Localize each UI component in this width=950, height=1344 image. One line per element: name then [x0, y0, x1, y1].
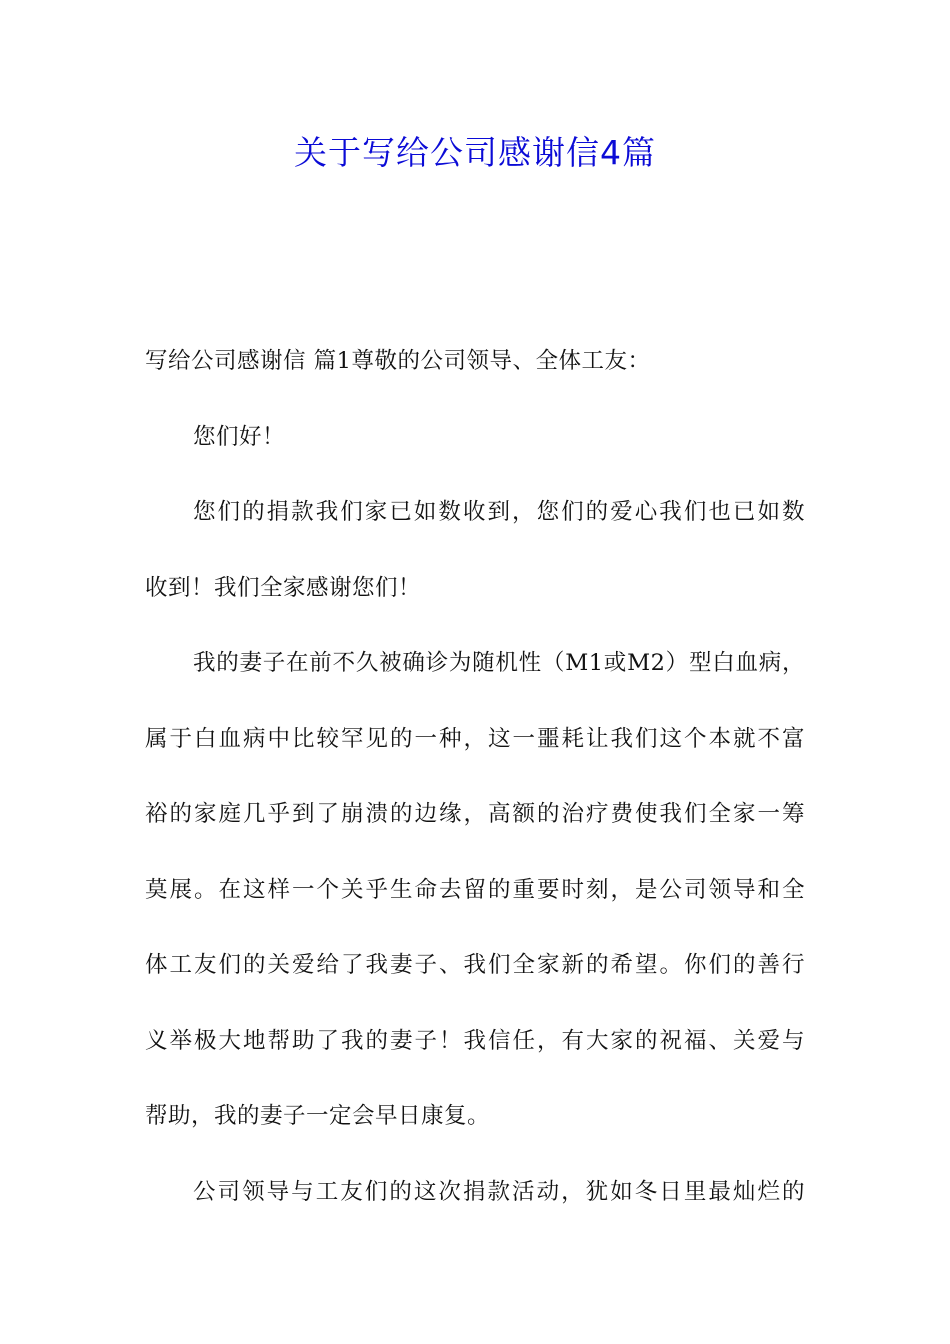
paragraph-line: 属于白血病中比较罕见的一种，这一噩耗让我们这个本就不富 — [145, 725, 805, 752]
paragraph-line: 裕的家庭几乎到了崩溃的边缘，高额的治疗费使我们全家一筹 — [145, 801, 805, 827]
paragraph-line: 公司领导与工友们的这次捐款活动，犹如冬日里最灿烂的 — [193, 1178, 805, 1205]
paragraph-line: 我的妻子在前不久被确诊为随机性（M1或M2）型白血病， — [193, 650, 805, 676]
paragraph-line: 帮助，我的妻子一定会早日康复。 — [145, 1103, 491, 1129]
paragraph-line: 您们的捐款我们家已如数收到，您们的爱心我们也已如数 — [193, 499, 805, 525]
paragraph-line: 体工友们的关爱给了我妻子、我们全家新的希望。你们的善行 — [145, 952, 805, 978]
paragraph-line: 莫展。在这样一个关乎生命去留的重要时刻，是公司领导和全 — [145, 876, 805, 903]
paragraph-line: 义举极大地帮助了我的妻子！我信任，有大家的祝福、关爱与 — [145, 1027, 805, 1054]
paragraph-line: 收到！我们全家感谢您们！ — [145, 574, 422, 601]
salutation-line: 写给公司感谢信 篇1尊敬的公司领导、全体工友： — [145, 348, 651, 374]
document-title: 关于写给公司感谢信4篇 — [294, 133, 656, 172]
document-body — [145, 337, 805, 1243]
greeting-line: 您们好！ — [193, 423, 286, 450]
